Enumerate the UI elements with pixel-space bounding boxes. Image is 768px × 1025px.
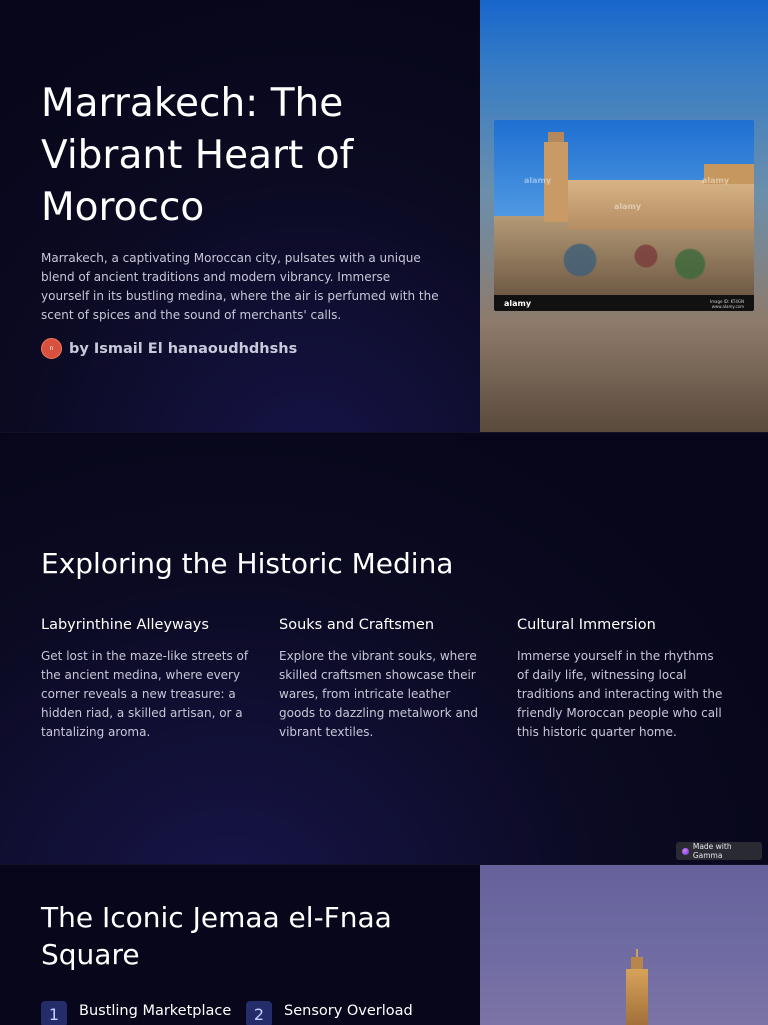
gamma-logo-icon — [682, 848, 689, 855]
column-text: Explore the vibrant souks, where skilled craftsmen showcase their wares, from intricate leather goods to dazzling metalwork and vibrant textiles. — [279, 649, 479, 739]
item-number: 2 — [246, 1001, 272, 1025]
column-text: Immerse yourself in the rhythms of daily life, witnessing local traditions and interacting with the friendly Moroccan people who call this historic quarter home. — [517, 649, 723, 739]
made-with-gamma-badge[interactable] — [676, 842, 762, 860]
author-name: by Ismail El hanaoudhdhshs — [69, 340, 298, 357]
column-heading: Cultural Immersion — [517, 617, 656, 633]
square-title: The Iconic Jemaa el-Fnaa Square — [41, 901, 392, 971]
avatar-initial: n — [49, 345, 54, 352]
item-label: Sensory Overload — [284, 1003, 413, 1019]
medina-column — [517, 615, 727, 742]
photo-caption-bar — [494, 295, 754, 311]
watermark: alamy — [614, 202, 642, 211]
building-wall — [568, 180, 754, 230]
author-avatar — [41, 338, 62, 359]
square-section — [0, 864, 768, 1025]
square-image — [480, 865, 768, 1025]
numbered-item — [246, 1001, 413, 1025]
column-heading: Labyrinthine Alleyways — [41, 617, 209, 633]
hero-description: Marrakech, a captivating Moroccan city, pulsates with a unique blend of ancient traditions and modern vibrancy. Immerse yourself in its bustling medina, where the air is perfumed with the scent of spices and the sound of merchants' calls. — [41, 251, 439, 322]
item-number: 1 — [41, 1001, 67, 1025]
column-heading: Souks and Craftsmen — [279, 617, 435, 633]
numbered-item — [41, 1001, 231, 1025]
medina-column — [279, 615, 489, 742]
medina-section — [0, 432, 768, 865]
author-line — [41, 338, 297, 359]
item-label: Bustling Marketplace — [79, 1003, 232, 1019]
hero-title: Marrakech: The Vibrant Heart of Morocco — [41, 81, 354, 230]
column-text: Get lost in the maze-like streets of the ancient medina, where every corner reveals a new treasure: a hidden riad, a skilled artisan, or a tantalizing aroma. — [41, 649, 249, 739]
hero-section — [0, 0, 768, 432]
watermark: alamy — [524, 176, 552, 185]
image-id-line1: Image ID: KT4GN — [709, 299, 744, 304]
badge-label: Made with Gamma — [692, 842, 732, 860]
minaret — [626, 969, 648, 1025]
crowd — [514, 240, 734, 280]
image-id — [710, 299, 744, 309]
medina-title: Exploring the Historic Medina — [41, 547, 454, 580]
marrakech-photo — [494, 120, 754, 311]
alamy-logo: alamy — [504, 299, 532, 308]
watermark: alamy — [702, 176, 730, 185]
image-id-line2: www.alamy.com — [711, 304, 744, 309]
medina-column — [41, 615, 251, 742]
